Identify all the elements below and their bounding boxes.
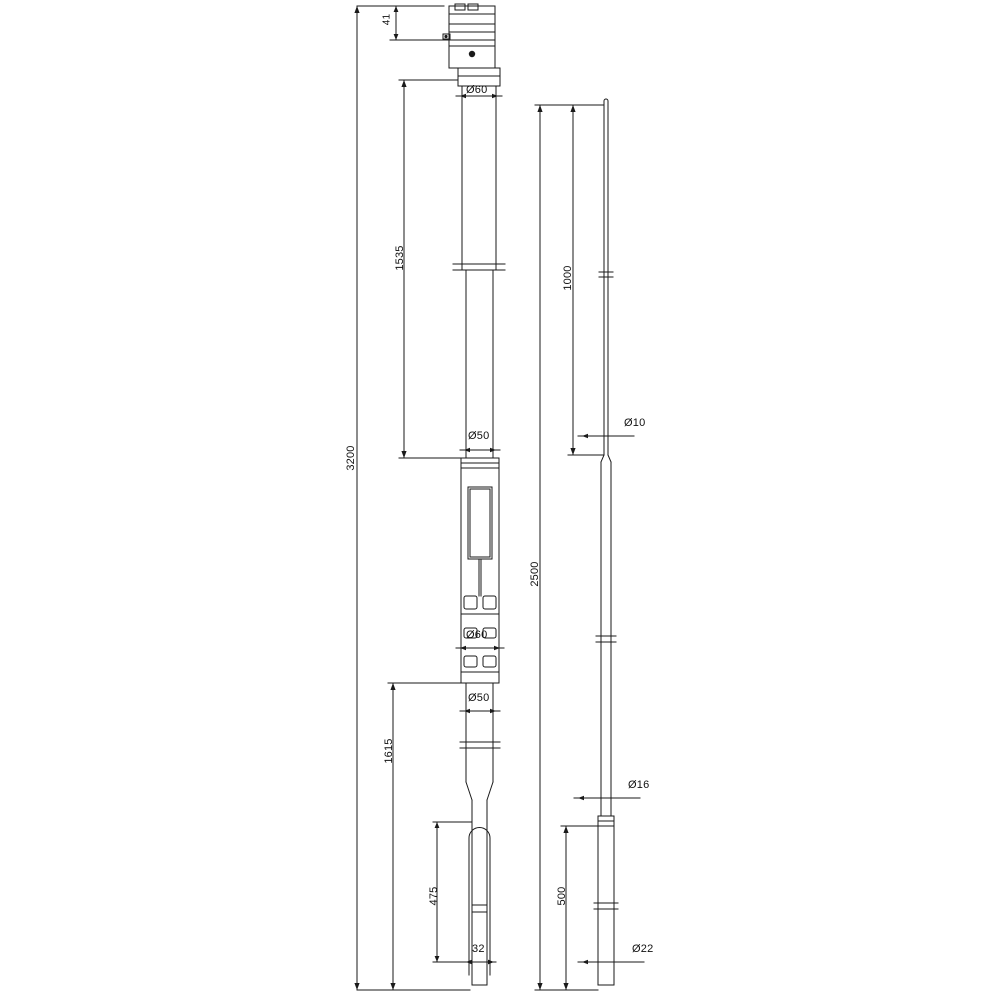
dia-60-lower <box>456 646 504 650</box>
dim-label-32: 32 <box>472 943 485 955</box>
dia-label-50-upper: Ø50 <box>468 430 490 442</box>
dia-label-22: Ø22 <box>632 943 654 955</box>
dia-label-16: Ø16 <box>628 779 650 791</box>
dim-41 <box>390 6 448 40</box>
lower-tube <box>460 683 500 985</box>
dim-label-475: 475 <box>428 886 440 906</box>
upper-tube <box>453 86 505 270</box>
dia-label-60-top: Ø60 <box>466 84 488 96</box>
dim-2500 <box>535 105 604 990</box>
dia-label-50-lower: Ø50 <box>468 692 490 704</box>
dia-label-60-lower: Ø60 <box>466 629 488 641</box>
dim-label-500: 500 <box>556 886 568 906</box>
dim-label-1615: 1615 <box>383 738 395 764</box>
dia-22 <box>578 960 644 964</box>
dim-3200 <box>354 6 470 990</box>
dim-32 <box>464 955 496 975</box>
dia-label-10: Ø10 <box>624 417 646 429</box>
dia-16 <box>574 796 640 800</box>
dim-1615 <box>388 683 461 990</box>
dim-1535 <box>399 80 461 458</box>
dia-10 <box>578 434 634 438</box>
rod-profile <box>594 99 618 985</box>
housing-block <box>461 458 499 683</box>
dim-label-3200: 3200 <box>345 445 357 471</box>
dim-label-2500: 2500 <box>529 561 541 587</box>
dim-label-1535: 1535 <box>394 245 406 271</box>
dim-label-41: 41 <box>381 13 393 26</box>
top-clamp-assembly <box>443 4 495 68</box>
dim-label-1000: 1000 <box>562 265 574 291</box>
